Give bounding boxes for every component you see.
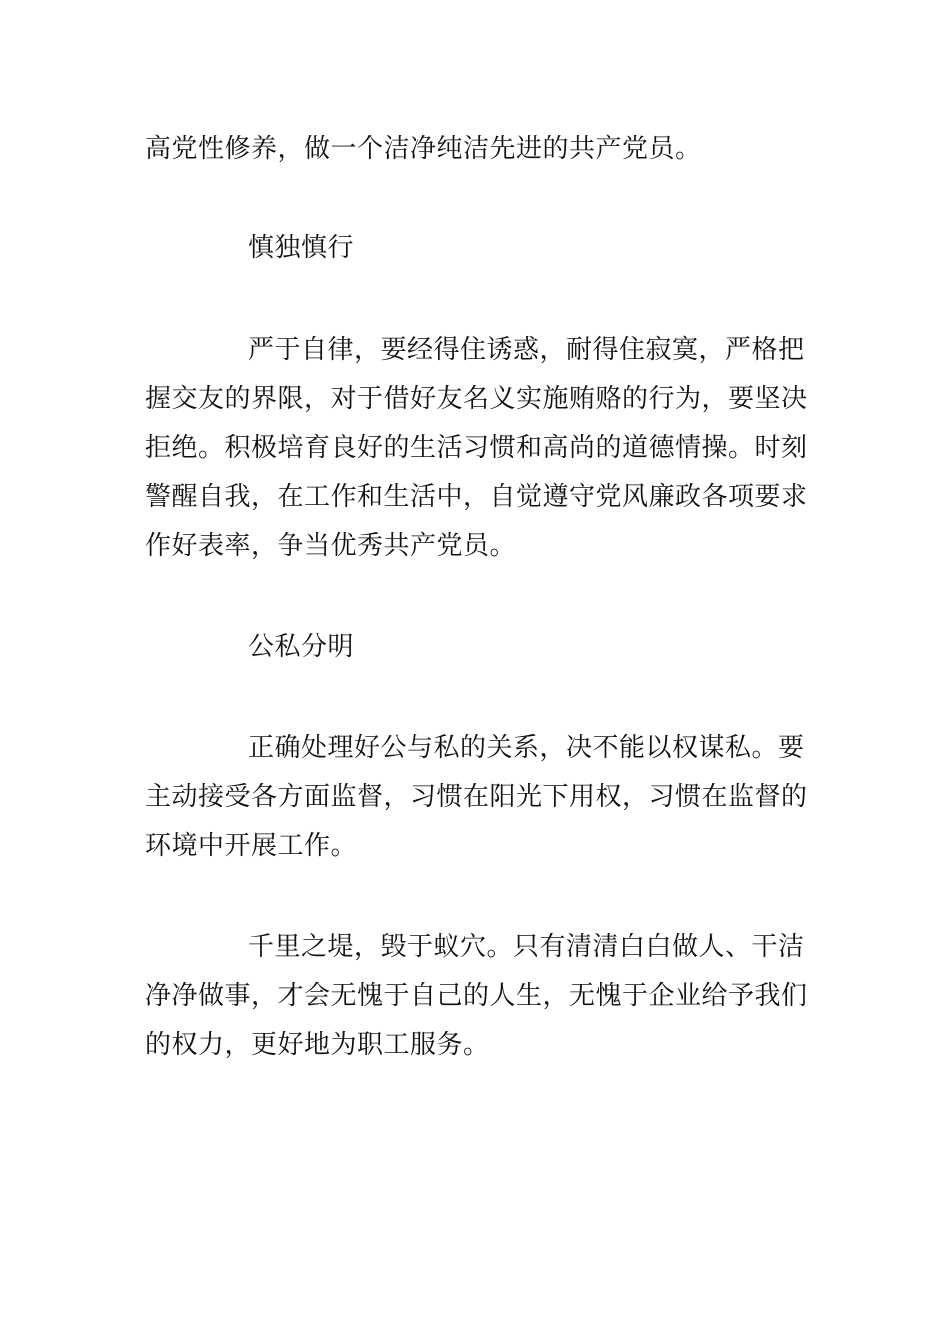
- paragraph-line: 拒绝。积极培育良好的生活习惯和高尚的道德情操。时刻: [145, 433, 808, 463]
- paragraph-line: 净净做事，才会无愧于自己的人生，无愧于企业给予我们: [145, 981, 808, 1011]
- paragraph-line: 严于自律，要经得住诱惑，耐得住寂寞，严格把: [248, 335, 805, 365]
- paragraph-line: 握交友的界限，对于借好友名义实施贿赂的行为，要坚决: [145, 384, 808, 414]
- paragraph-line: 高党性修养，做一个洁净纯洁先进的共产党员。: [145, 134, 702, 164]
- paragraph-line: 千里之堤，毁于蚁穴。只有清清白白做人、干洁: [248, 932, 805, 962]
- section-heading: 慎独慎行: [248, 233, 355, 263]
- section-heading: 公私分明: [248, 632, 355, 662]
- paragraph-line: 作好表率，争当优秀共产党员。: [145, 531, 517, 561]
- paragraph-line: 环境中开展工作。: [145, 831, 358, 861]
- paragraph-line: 警醒自我，在工作和生活中，自觉遵守党风廉政各项要求: [145, 482, 808, 512]
- paragraph-line: 的权力，更好地为职工服务。: [145, 1030, 490, 1060]
- paragraph-line: 正确处理好公与私的关系，决不能以权谋私。要: [248, 733, 805, 763]
- paragraph-line: 主动接受各方面监督，习惯在阳光下用权，习惯在监督的: [145, 782, 808, 812]
